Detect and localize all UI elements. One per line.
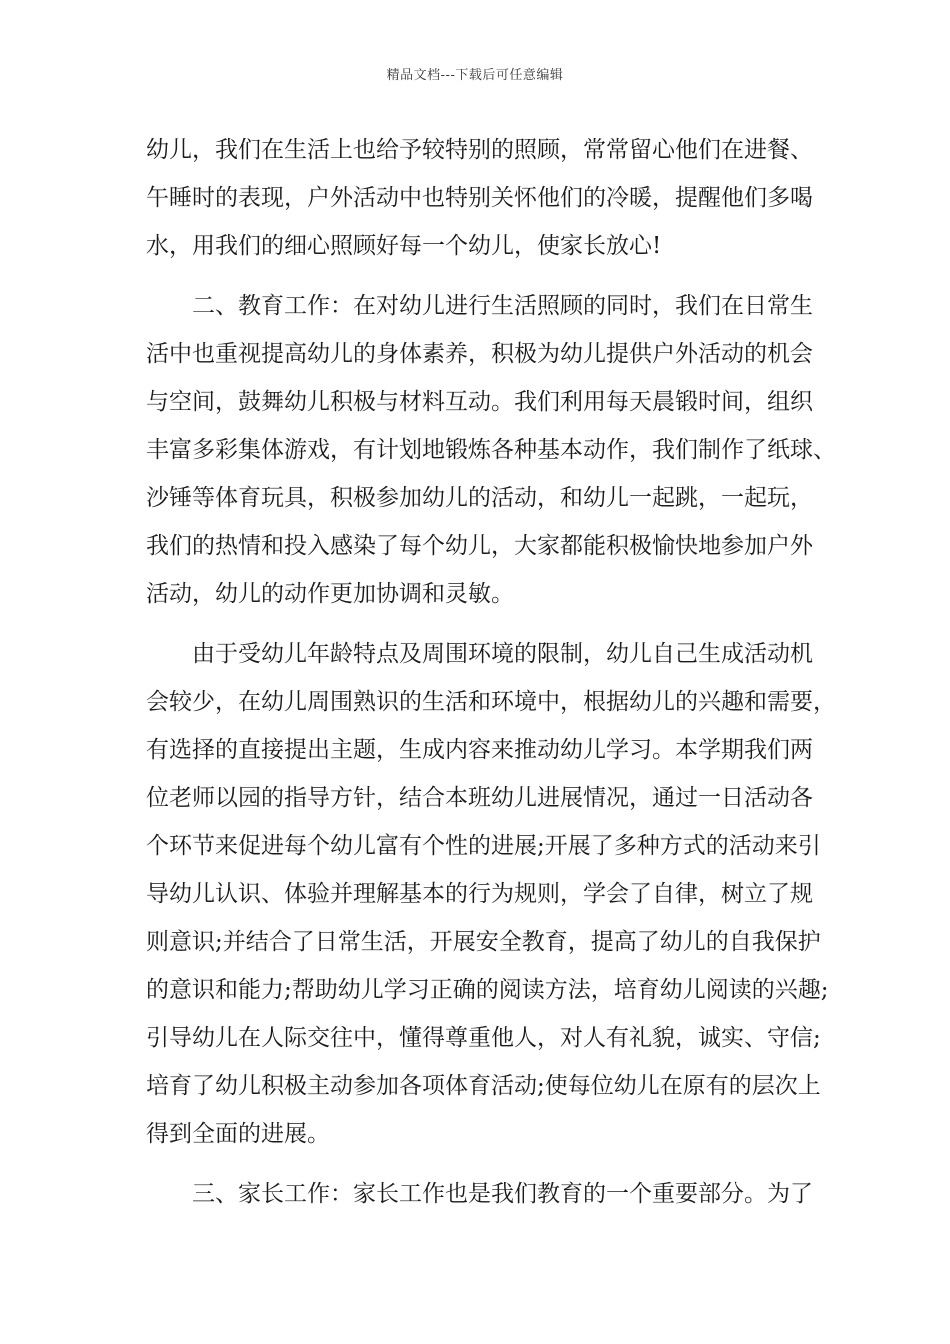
paragraph-education-work (146, 282, 836, 618)
text-line: 有选择的直接提出主题，生成内容来推动幼儿学习。本学期我们两 (146, 737, 813, 763)
text-line: 得到全面的进展。 (146, 1121, 330, 1147)
text-line: 的意识和能力;帮助幼儿学习正确的阅读方法，培育幼儿阅读的兴趣; (146, 977, 829, 1003)
text-line: 则意识;并结合了日常生活，开展安全教育，提高了幼儿的自我保护 (146, 929, 821, 955)
text-line: 沙锤等体育玩具，积极参加幼儿的活动，和幼儿一起跳，一起玩， (146, 485, 813, 511)
text-line: 水，用我们的细心照顾好每一个幼儿，使家长放心! (146, 233, 662, 259)
text-line: 午睡时的表现，户外活动中也特别关怀他们的冷暖，提醒他们多喝 (146, 185, 813, 211)
paragraph-parent-work (146, 1170, 836, 1218)
text-line: 引导幼儿在人际交往中，懂得尊重他人，对人有礼貌，诚实、守信; (146, 1025, 821, 1051)
page-header: 精品文档---下载后可任意编辑 (386, 68, 564, 83)
text-line: 导幼儿认识、体验并理解基本的行为规则，学会了自律，树立了规 (146, 881, 813, 907)
text-line: 培育了幼儿积极主动参加各项体育活动;使每位幼儿在原有的层次上 (146, 1073, 821, 1099)
text-line: 会较少，在幼儿周围熟识的生活和环境中，根据幼儿的兴趣和需要， (146, 689, 836, 715)
text-line: 与空间，鼓舞幼儿积极与材料互动。我们利用每天晨锻时间，组织 (146, 389, 813, 415)
text-line: 丰富多彩集体游戏，有计划地锻炼各种基本动作，我们制作了纸球、 (146, 437, 836, 463)
text-line: 二、教育工作：在对幼儿进行生活照顾的同时，我们在日常生 (192, 293, 813, 319)
text-line: 活动，幼儿的动作更加协调和灵敏。 (146, 581, 514, 607)
text-line: 我们的热情和投入感染了每个幼儿，大家都能积极愉快地参加户外 (146, 533, 813, 559)
text-line: 三、家长工作：家长工作也是我们教育的一个重要部分。为了 (192, 1181, 813, 1207)
text-line: 个环节来促进每个幼儿富有个性的进展;开展了多种方式的活动来引 (146, 833, 821, 859)
paragraph-activity-generation (146, 630, 836, 1158)
text-line: 由于受幼儿年龄特点及周围环境的限制，幼儿自己生成活动机 (192, 641, 813, 667)
text-line: 位老师以园的指导方针，结合本班幼儿进展情况，通过一日活动各 (146, 785, 813, 811)
text-line: 幼儿，我们在生活上也给予较特别的照顾，常常留心他们在进餐、 (146, 137, 813, 163)
text-line: 活中也重视提高幼儿的身体素养，积极为幼儿提供户外活动的机会 (146, 341, 813, 367)
paragraph-continuation (146, 126, 836, 270)
document-body (146, 126, 836, 1218)
